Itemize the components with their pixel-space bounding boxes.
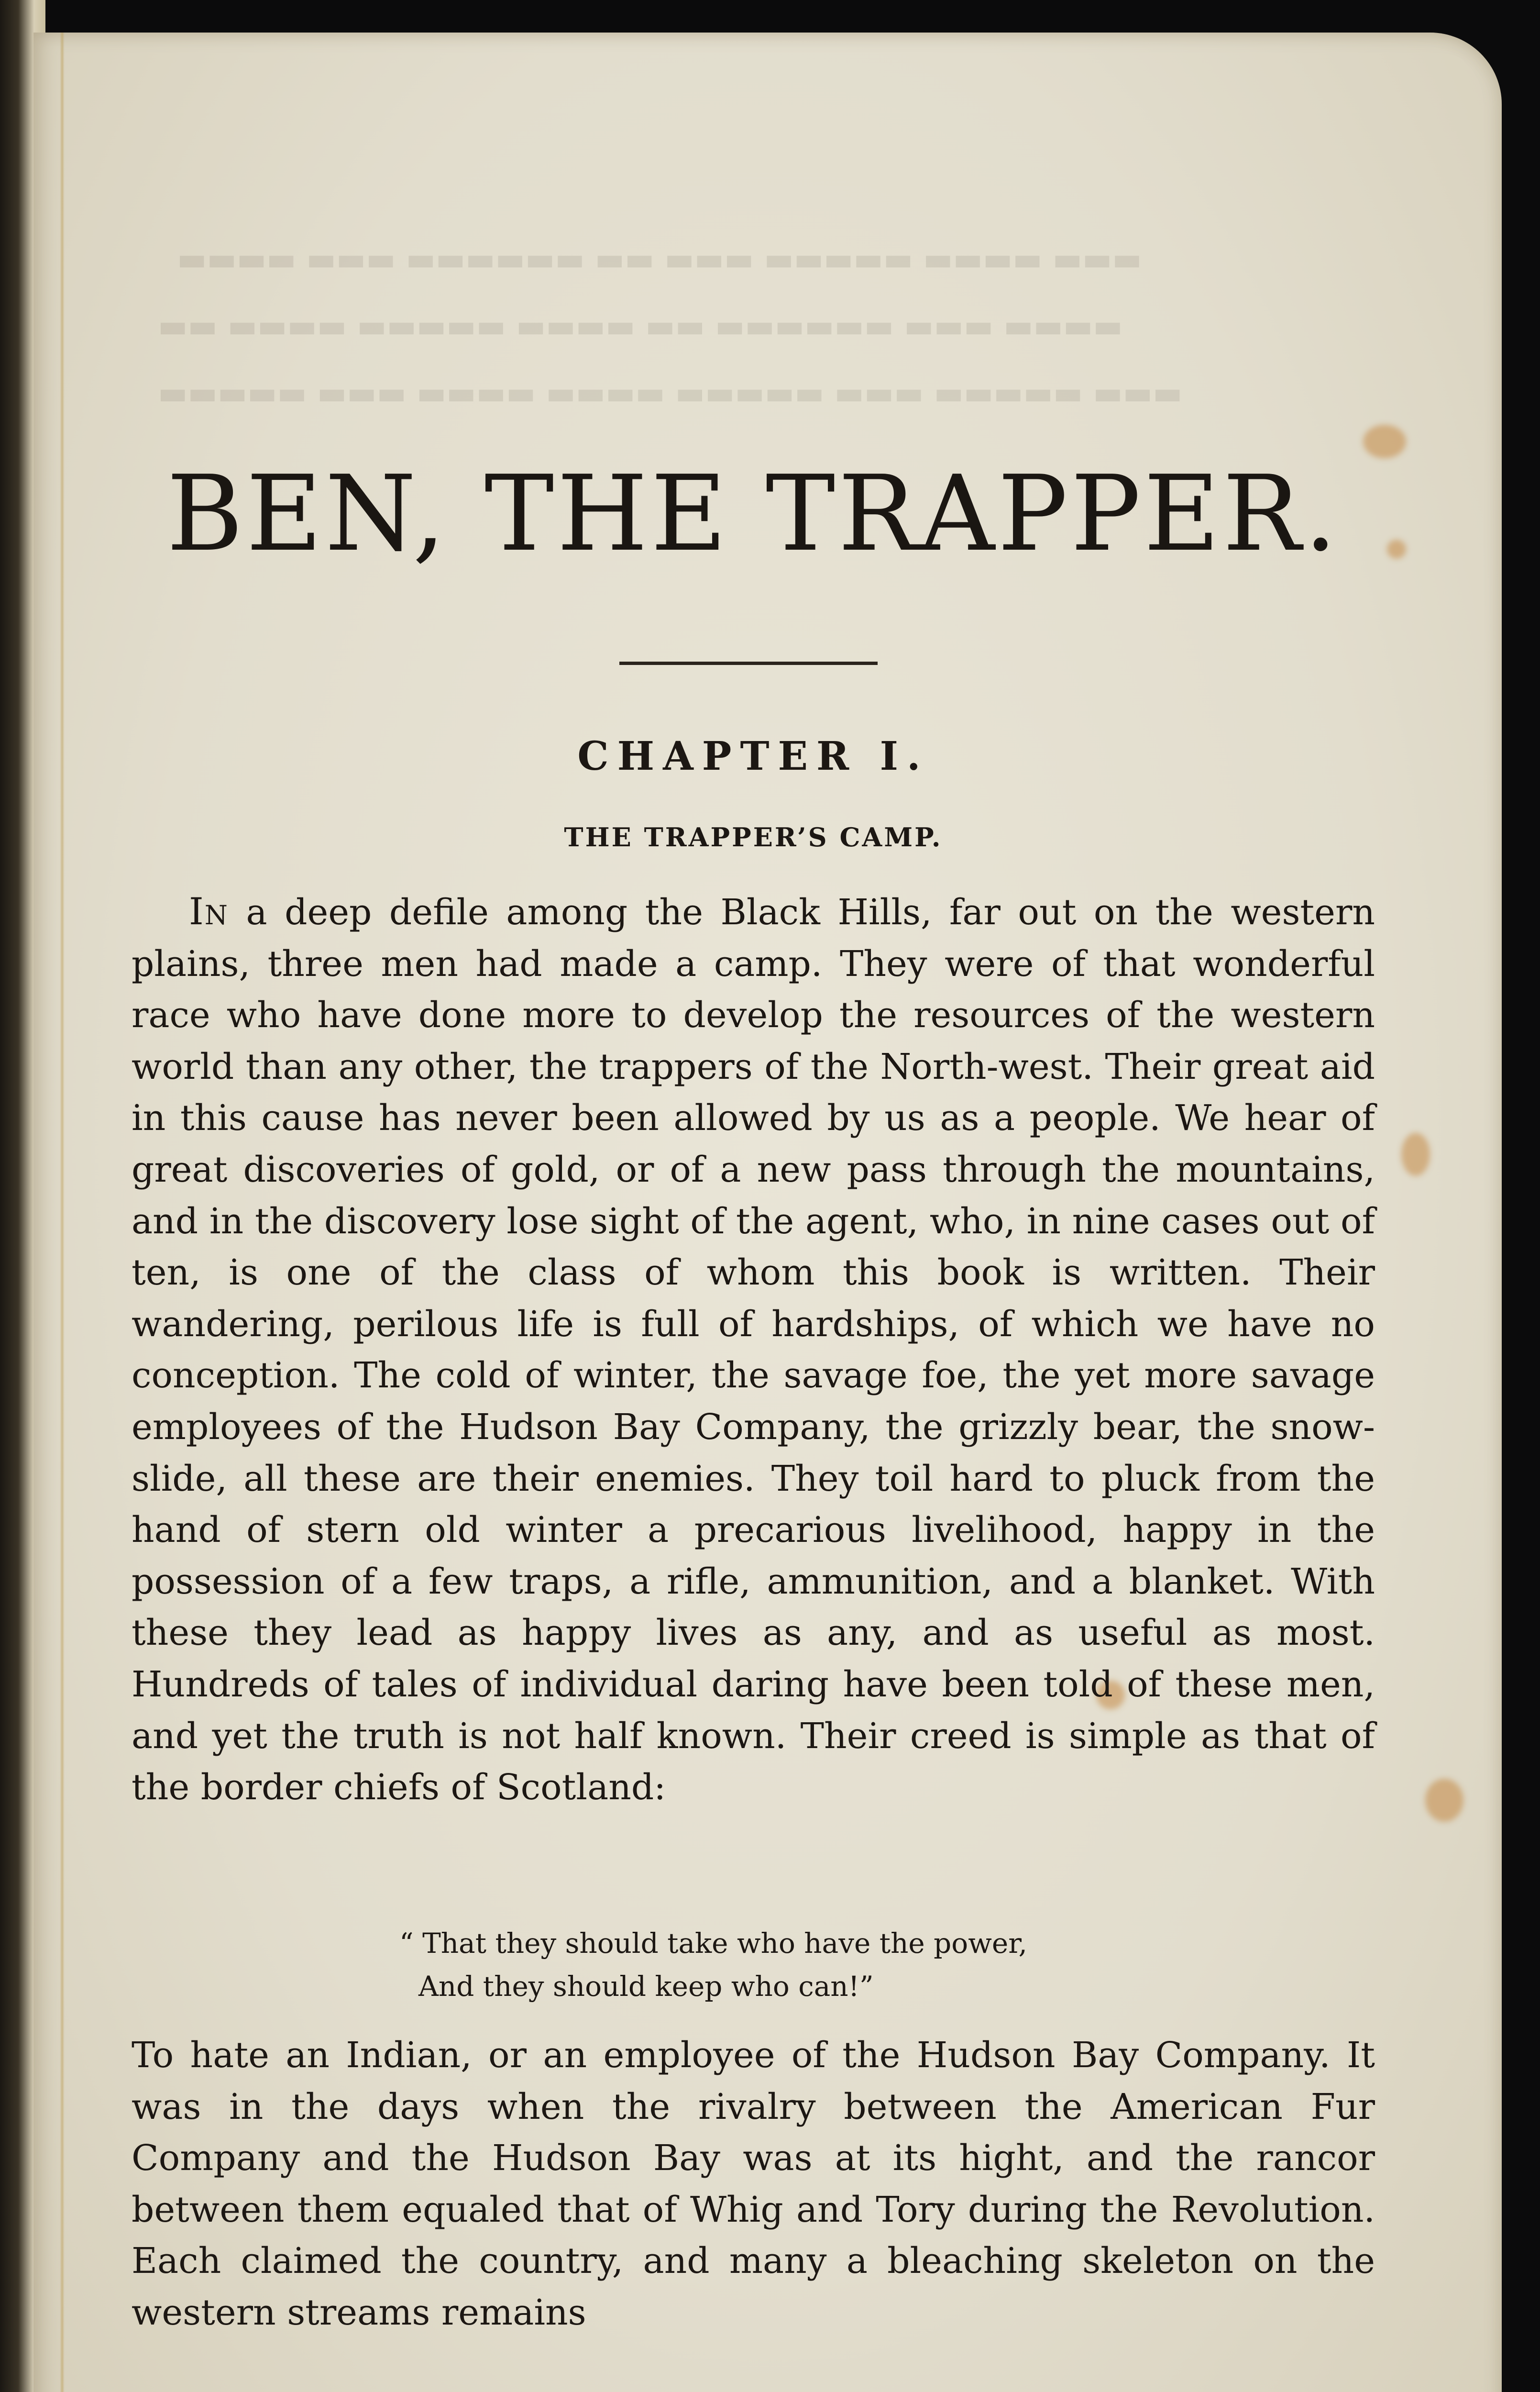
chapter-subtitle: THE TRAPPER’S CAMP.: [564, 822, 943, 853]
title-rule: [619, 662, 878, 665]
show-through-texture: ▬▬▬▬ ▬▬▬ ▬▬▬▬▬▬ ▬▬ ▬▬▬▬ ▬▬▬▬▬ ▬▬▬▬ ▬▬: [158, 308, 1123, 344]
book-title: BEN, THE TRAPPER.: [166, 454, 1340, 575]
paragraph-1-dropcap: In: [189, 890, 229, 933]
paragraph-1-text: a deep defile among the Black Hills, far out on the western plains, three men had made a camp. They were of that wonderful race who have done more to develop the resources of the western world than any other, the trappers of the North-west. Their great aid in this cause has never been allowed by us as a people. We hear of great discoveries of gold, or of a new pass through the mountains, and in the discovery lose sight of the agent, who, in nine cases out of ten, is one of the class of whom this book is written. Their wandering, perilous life is full of hardships, of which we have no conception. The cold of winter, the savage foe, the yet more savage employees of the Hudson Bay Company, the grizzly bear, the snow-slide, all these are their enemies. They toil hard to pluck from the hand of stern old winter a precarious livelihood, happy in the possession of a few traps, a rifle, ammunition, and a blanket. With these they lead as happy lives as any, and as useful as most. Hundreds of tales of individual daring have been told of these men, and yet the truth is not half known. Their creed is simple as that of the border chiefs of Scotland:: [132, 892, 1375, 1808]
show-through-texture: ▬▬▬ ▬▬▬▬▬ ▬▬▬ ▬▬▬▬▬ ▬▬▬▬ ▬▬▬▬ ▬▬▬ ▬▬▬▬▬: [158, 375, 1183, 411]
foxing-stain: [1387, 540, 1406, 559]
foxing-stain: [1401, 1133, 1430, 1176]
verse-line-1: “ That they should take who have the power,: [399, 1927, 1027, 1960]
verse-line-2: And they should keep who can!”: [418, 1970, 874, 2003]
foxing-stain: [1425, 1779, 1463, 1822]
paragraph-2: To hate an Indian, or an employee of the Hudson Bay Company. It was in the days when the rivalry between the American Fur Company and the Hudson Bay was at its hight, and the rancor between them equaled that of Whig and Tory during the Revolution. Each claimed the country, and many a bleaching skeleton on the western streams remains: [132, 2035, 1375, 2333]
paragraph-1: [132, 886, 1375, 1814]
chapter-title: CHAPTER I.: [577, 733, 929, 779]
show-through-texture: ▬▬▬ ▬▬▬▬ ▬▬▬▬▬ ▬▬▬ ▬▬ ▬▬▬▬▬▬ ▬▬▬ ▬▬▬▬: [177, 241, 1142, 277]
book-page: [33, 33, 1502, 2392]
page-gutter: [60, 33, 65, 2392]
